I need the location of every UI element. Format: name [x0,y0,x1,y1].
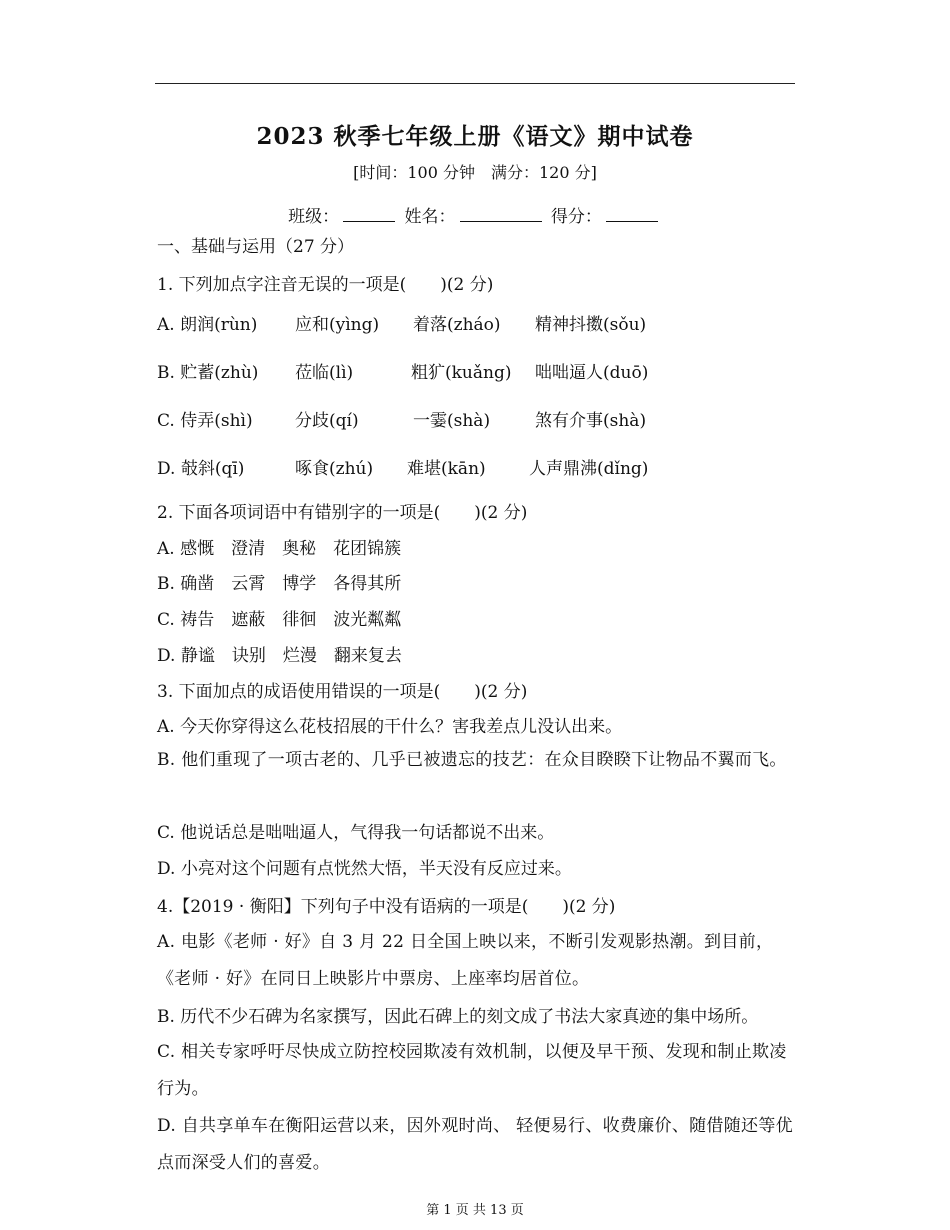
class-label: 班级： [288,207,340,227]
q1-d-item-4: 人声鼎沸(dǐng) [529,459,649,479]
name-blank [460,205,542,222]
student-info-row [0,202,950,227]
question-4-stem: 4.【2019 · 衡阳】下列句子中没有语病的一项是( )(2 分) [157,897,616,917]
q3-option-b: B. 他们重现了一项古老的、几乎已被遗忘的技艺：在众目睽睽下让物品不翼而飞。 [157,750,787,770]
header-rule [155,83,795,84]
q2-option-a: A. 感慨 澄清 奥秘 花团锦簇 [157,539,402,559]
q1-a-item-1: A. 朗润(rùn) [157,315,258,335]
q1-b-item-1: B. 贮蓄(zhù) [157,363,259,383]
q1-b-item-2: 莅临(lì) [295,363,354,383]
q1-option-b [157,362,648,384]
question-2-stem: 2. 下面各项词语中有错别字的一项是( )(2 分) [157,503,528,523]
exam-meta: [时间：100 分钟 满分：120 分] [353,163,597,182]
exam-title: 2023 秋季七年级上册《语文》期中试卷 [256,123,694,150]
q3-option-c: C. 他说话总是咄咄逼人，气得我一句话都说不出来。 [157,823,555,843]
name-label: 姓名： [404,207,456,227]
q1-c-item-4: 煞有介事(shà) [535,411,647,431]
score-blank [606,205,658,222]
q4-option-b: B. 历代不少石碑为名家撰写，因此石碑上的刻文成了书法大家真迹的集中场所。 [157,1007,759,1027]
question-1-stem: 1. 下列加点字注音无误的一项是( )(2 分) [157,275,494,295]
q1-d-item-3: 难堪(kān) [407,459,486,479]
q1-option-a [157,314,646,336]
q1-c-item-2: 分歧(qí) [295,411,359,431]
q1-a-item-2: 应和(yìng) [295,315,380,335]
q2-option-d: D. 静谧 诀别 烂漫 翻来复去 [157,646,402,666]
question-3-stem: 3. 下面加点的成语使用错误的一项是( )(2 分) [157,682,528,702]
q1-a-item-4: 精神抖擞(sǒu) [535,315,647,335]
q4-option-c: C. 相关专家呼吁尽快成立防控校园欺凌有效机制，以便及早干预、发现和制止欺凌行为。 [157,1042,787,1099]
section-heading: 一、基础与运用（27 分） [157,237,355,257]
q2-option-b: B. 确凿 云霄 博学 各得其所 [157,574,402,594]
q1-d-item-1: D. 攲斜(qī) [157,459,245,479]
class-blank [343,205,395,222]
q4-option-a: A. 电影《老师 · 好》自 3 月 22 日全国上映以来，不断引发观影热潮。到目前，《老师 · 好》在同日上映影片中票房、上座率均居首位。 [157,932,774,989]
page-footer: 第 1 页 共 13 页 [426,1203,524,1218]
q3-option-a: A. 今天你穿得这么花枝招展的干什么？害我差点儿没认出来。 [157,717,623,737]
q4-option-d: D. 自共享单车在衡阳运营以来，因外观时尚、 轻便易行、收费廉价、随借随还等优点而深受人们的喜爱。 [157,1116,793,1173]
q1-b-item-3: 粗犷(kuǎng) [411,363,512,383]
q1-option-d [157,458,648,480]
q1-option-c [157,410,646,432]
q1-c-item-1: C. 侍弄(shì) [157,411,253,431]
q1-c-item-3: 一霎(shà) [413,411,491,431]
score-label: 得分： [550,207,602,227]
q1-d-item-2: 啄食(zhú) [295,459,374,479]
q1-b-item-4: 咄咄逼人(duō) [535,363,649,383]
q3-option-d: D. 小亮对这个问题有点恍然大悟，半天没有反应过来。 [157,859,572,879]
q1-a-item-3: 着落(zháo) [413,315,501,335]
q2-option-c: C. 祷告 遮蔽 徘徊 波光粼粼 [157,610,402,630]
